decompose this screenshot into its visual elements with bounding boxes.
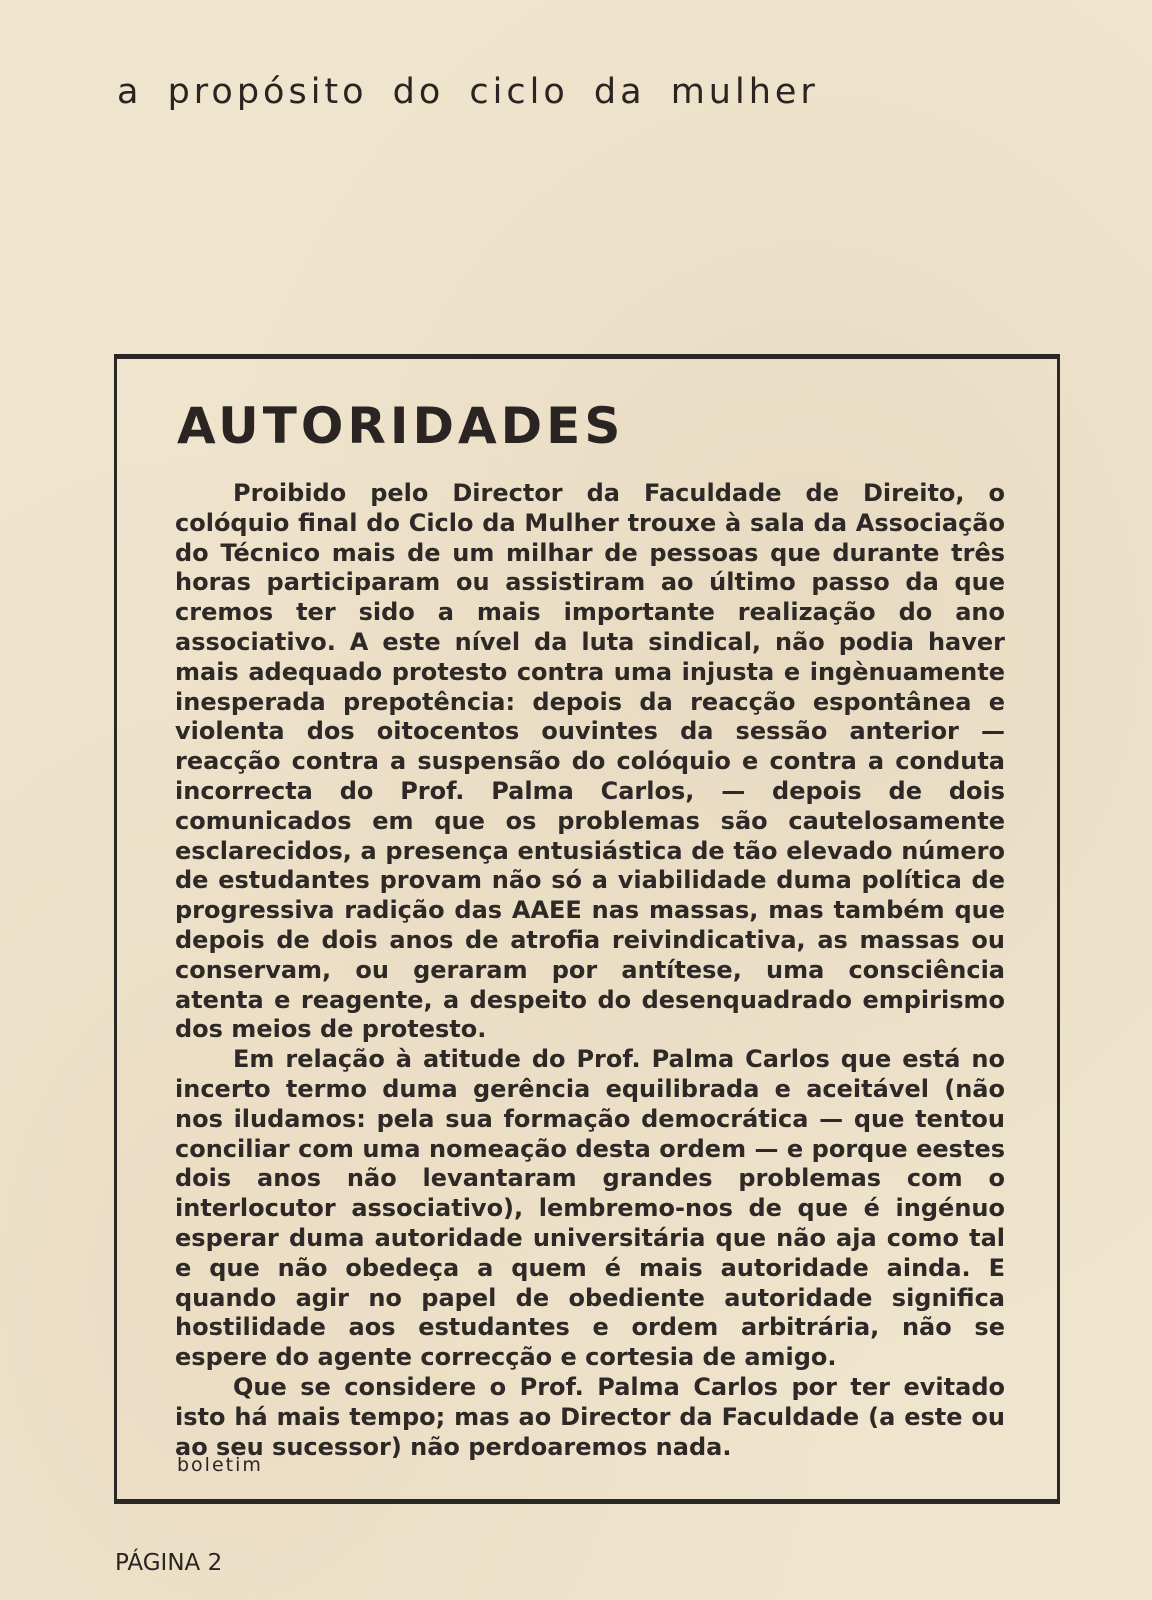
article-title: AUTORIDADES — [177, 397, 625, 455]
page-number: PÁGINA 2 — [115, 1550, 223, 1576]
page-tagline: a propósito do ciclo da mulher — [117, 72, 819, 112]
article-paragraph-2: Em relação à atitude do Prof. Palma Carlos que está no incerto termo duma gerência equilibrada e aceitável (não nos iludamos: pela sua formação democrática — que tentou conciliar com uma nomeação desta ordem — e porque eestes dois anos não levantaram grandes problemas com o interlocutor associativo), lembremo-nos de que é ingénuo esperar duma autoridade universitária que não aja como tal e que não obedeça a quem é mais autoridade ainda. E quando agir no papel de obediente autoridade significa hostilidade aos estudantes e ordem arbitrária, não se espere do agente correcção e cortesia de amigo. — [175, 1045, 1005, 1372]
article-body — [175, 479, 1005, 1462]
article-box — [114, 354, 1060, 1504]
article-paragraph-1: Proibido pelo Director da Faculdade de Direito, o colóquio final do Ciclo da Mulher trouxe à sala da Associação do Técnico mais de um milhar de pessoas que durante três horas participaram ou assistiram ao último passo da que cremos ter sido a mais importante realização do ano associativo. A este nível da luta sindical, não podia haver mais adequado protesto contra uma injusta e ingènuamente inesperada prepotência: depois da reacção espontânea e violenta dos oitocentos ouvintes da sessão anterior — reacção contra a suspensão do colóquio e contra a conduta incorrecta do Prof. Palma Carlos, — depois de dois comunicados em que os problemas são cautelosamente esclarecidos, a presença entusiástica de tão elevado número de estudantes provam não só a viabilidade duma política de progressiva radição das AAEE nas massas, mas também que depois de dois anos de atrofia reivindicativa, as massas ou conservam, ou geraram por antítese, uma consciência atenta e reagente, a despeito do desenquadrado empirismo dos meios de protesto. — [175, 479, 1005, 1044]
article-paragraph-3: Que se considere o Prof. Palma Carlos por ter evitado isto há mais tempo; mas ao Director da Faculdade (a este ou ao seu sucessor) não perdoaremos nada. — [175, 1372, 1005, 1461]
article-signature: boletim — [177, 1454, 263, 1476]
